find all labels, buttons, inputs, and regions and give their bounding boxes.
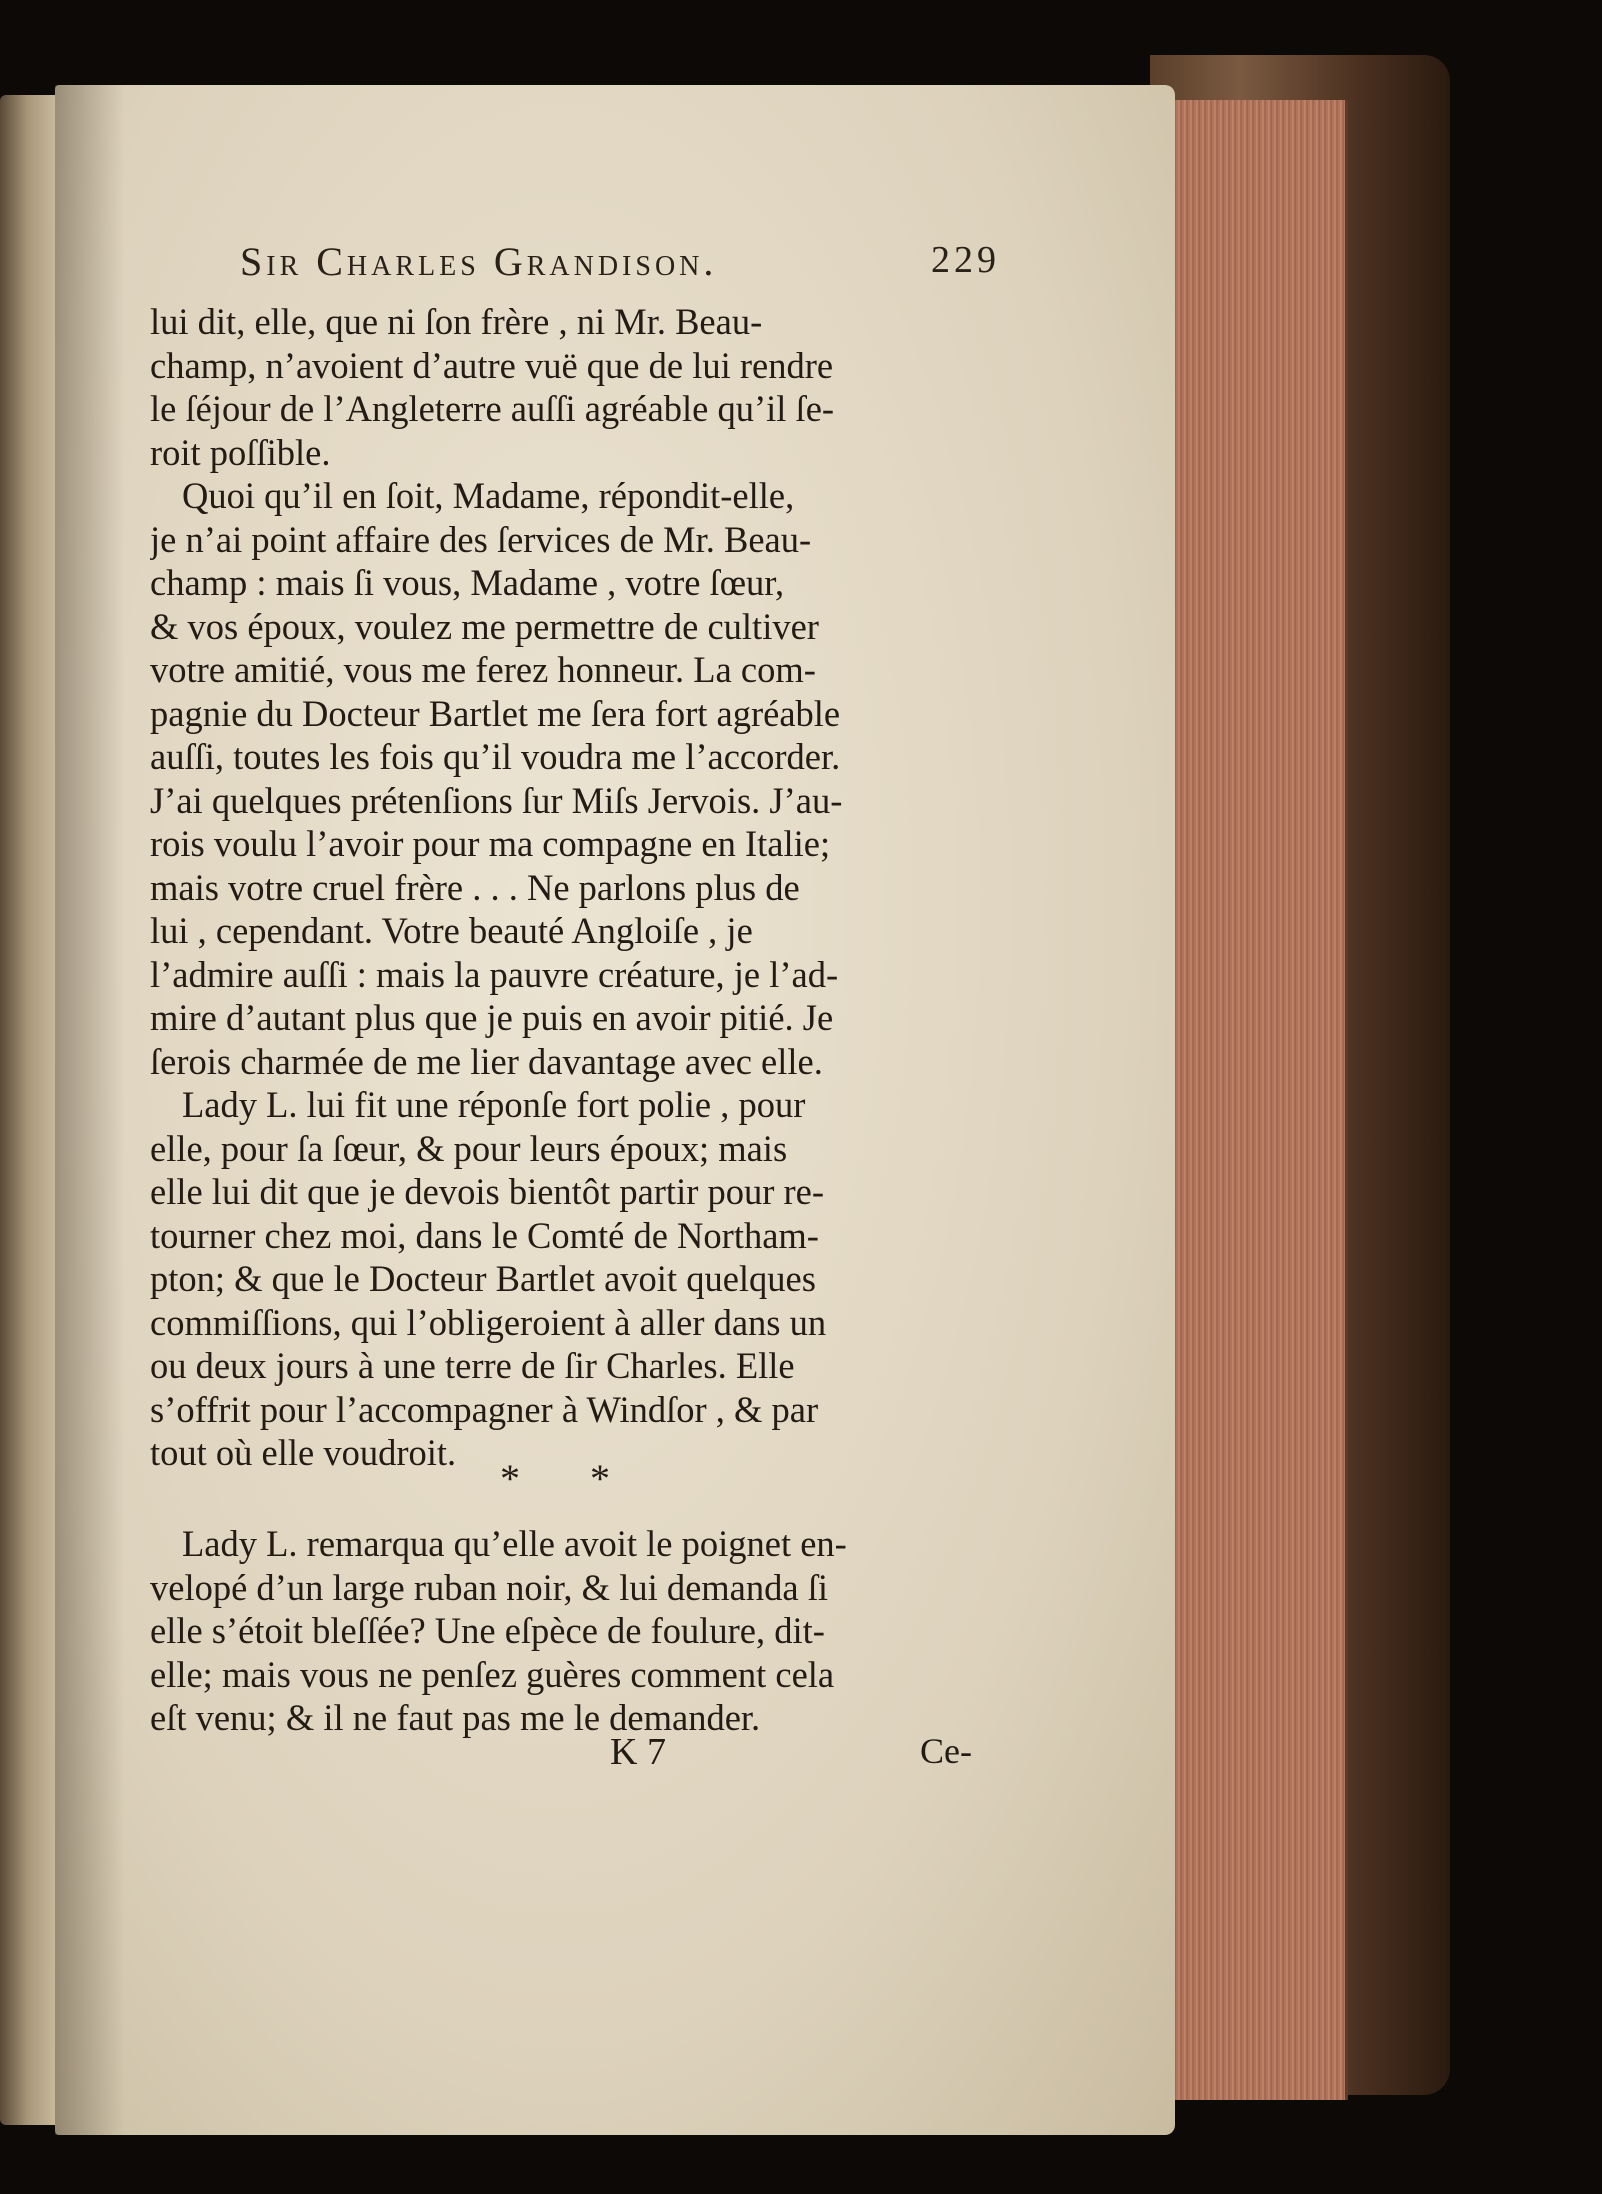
body-text bbox=[150, 300, 990, 1475]
text-line: velopé d’un large ruban noir, & lui demanda ſi bbox=[150, 1566, 828, 1608]
text-line: lui dit, elle, que ni ſon frère , ni Mr. Beau- bbox=[150, 301, 763, 342]
text-line: mais votre cruel frère . . . Ne parlons plus de bbox=[150, 866, 800, 908]
text-line: commiſſions, qui l’obligeroient à aller dans un bbox=[150, 1301, 827, 1343]
text-line: elle, pour ſa ſœur, & pour leurs époux; mais bbox=[150, 1127, 788, 1169]
text-line: tourner chez moi, dans le Comté de Northam- bbox=[150, 1214, 819, 1256]
signature-mark: K 7 bbox=[610, 1731, 666, 1773]
text-line: le ſéjour de l’Angleterre auſſi agréable qu’il ſe- bbox=[150, 388, 835, 429]
text-line: Lady L. remarqua qu’elle avoit le poignet en- bbox=[182, 1523, 847, 1564]
text-line: mire d’autant plus que je puis en avoir pitié. Je bbox=[150, 997, 834, 1038]
body-text-continued bbox=[150, 1522, 990, 1740]
text-line: lui , cependant. Votre beauté Angloiſe , je bbox=[150, 910, 753, 951]
gutter-shadow bbox=[55, 85, 125, 2135]
section-separator: * * bbox=[500, 1456, 640, 1501]
catchword: Ce- bbox=[920, 1731, 972, 1771]
text-line: eſt venu; & il ne faut pas me le demander. bbox=[150, 1697, 761, 1738]
text-line: Lady L. lui fit une réponſe fort polie , pour bbox=[182, 1084, 806, 1125]
text-line: elle; mais vous ne penſez guères comment cela bbox=[150, 1653, 835, 1695]
text-line: elle s’étoit bleſſée? Une eſpèce de foulure, dit- bbox=[150, 1610, 825, 1651]
page-edges bbox=[1165, 100, 1348, 2100]
running-title: Sir Charles Grandison. bbox=[240, 239, 718, 284]
running-head bbox=[230, 238, 1000, 288]
text-line: ſerois charmée de me lier davantage avec elle. bbox=[150, 1040, 823, 1082]
left-page-edge bbox=[0, 95, 62, 2125]
text-line: champ : mais ſi vous, Madame , votre ſœur, bbox=[150, 562, 785, 603]
text-line: Quoi qu’il en ſoit, Madame, répondit-elle, bbox=[182, 475, 795, 516]
text-line: elle lui dit que je devois bientôt partir pour re- bbox=[150, 1171, 825, 1212]
text-line: J’ai quelques prétenſions ſur Miſs Jervois. J’au- bbox=[150, 779, 843, 821]
text-line: je n’ai point affaire des ſervices de Mr. Beau- bbox=[150, 518, 812, 560]
text-line: s’offrit pour l’accompagner à Windſor , & par bbox=[150, 1388, 819, 1430]
text-line: l’admire auſſi : mais la pauvre créature, je l’ad- bbox=[150, 953, 839, 995]
page-number: 229 bbox=[931, 239, 1000, 281]
text-line: votre amitié, vous me ferez honneur. La com- bbox=[150, 649, 816, 690]
text-line: & vos époux, voulez me permettre de cultiver bbox=[150, 605, 819, 647]
text-line: tout où elle voudroit. bbox=[150, 1432, 457, 1473]
text-line: pagnie du Docteur Bartlet me ſera fort agréable bbox=[150, 692, 841, 734]
text-line: auſſi, toutes les fois qu’il voudra me l’accorder. bbox=[150, 736, 841, 777]
text-line: champ, n’avoient d’autre vuë que de lui rendre bbox=[150, 344, 834, 386]
text-line: pton; & que le Docteur Bartlet avoit quelques bbox=[150, 1258, 816, 1299]
text-line: ou deux jours à une terre de ſir Charles. Elle bbox=[150, 1345, 795, 1386]
text-line: roit poſſible. bbox=[150, 431, 331, 473]
text-line: rois voulu l’avoir pour ma compagne en Italie; bbox=[150, 823, 831, 864]
